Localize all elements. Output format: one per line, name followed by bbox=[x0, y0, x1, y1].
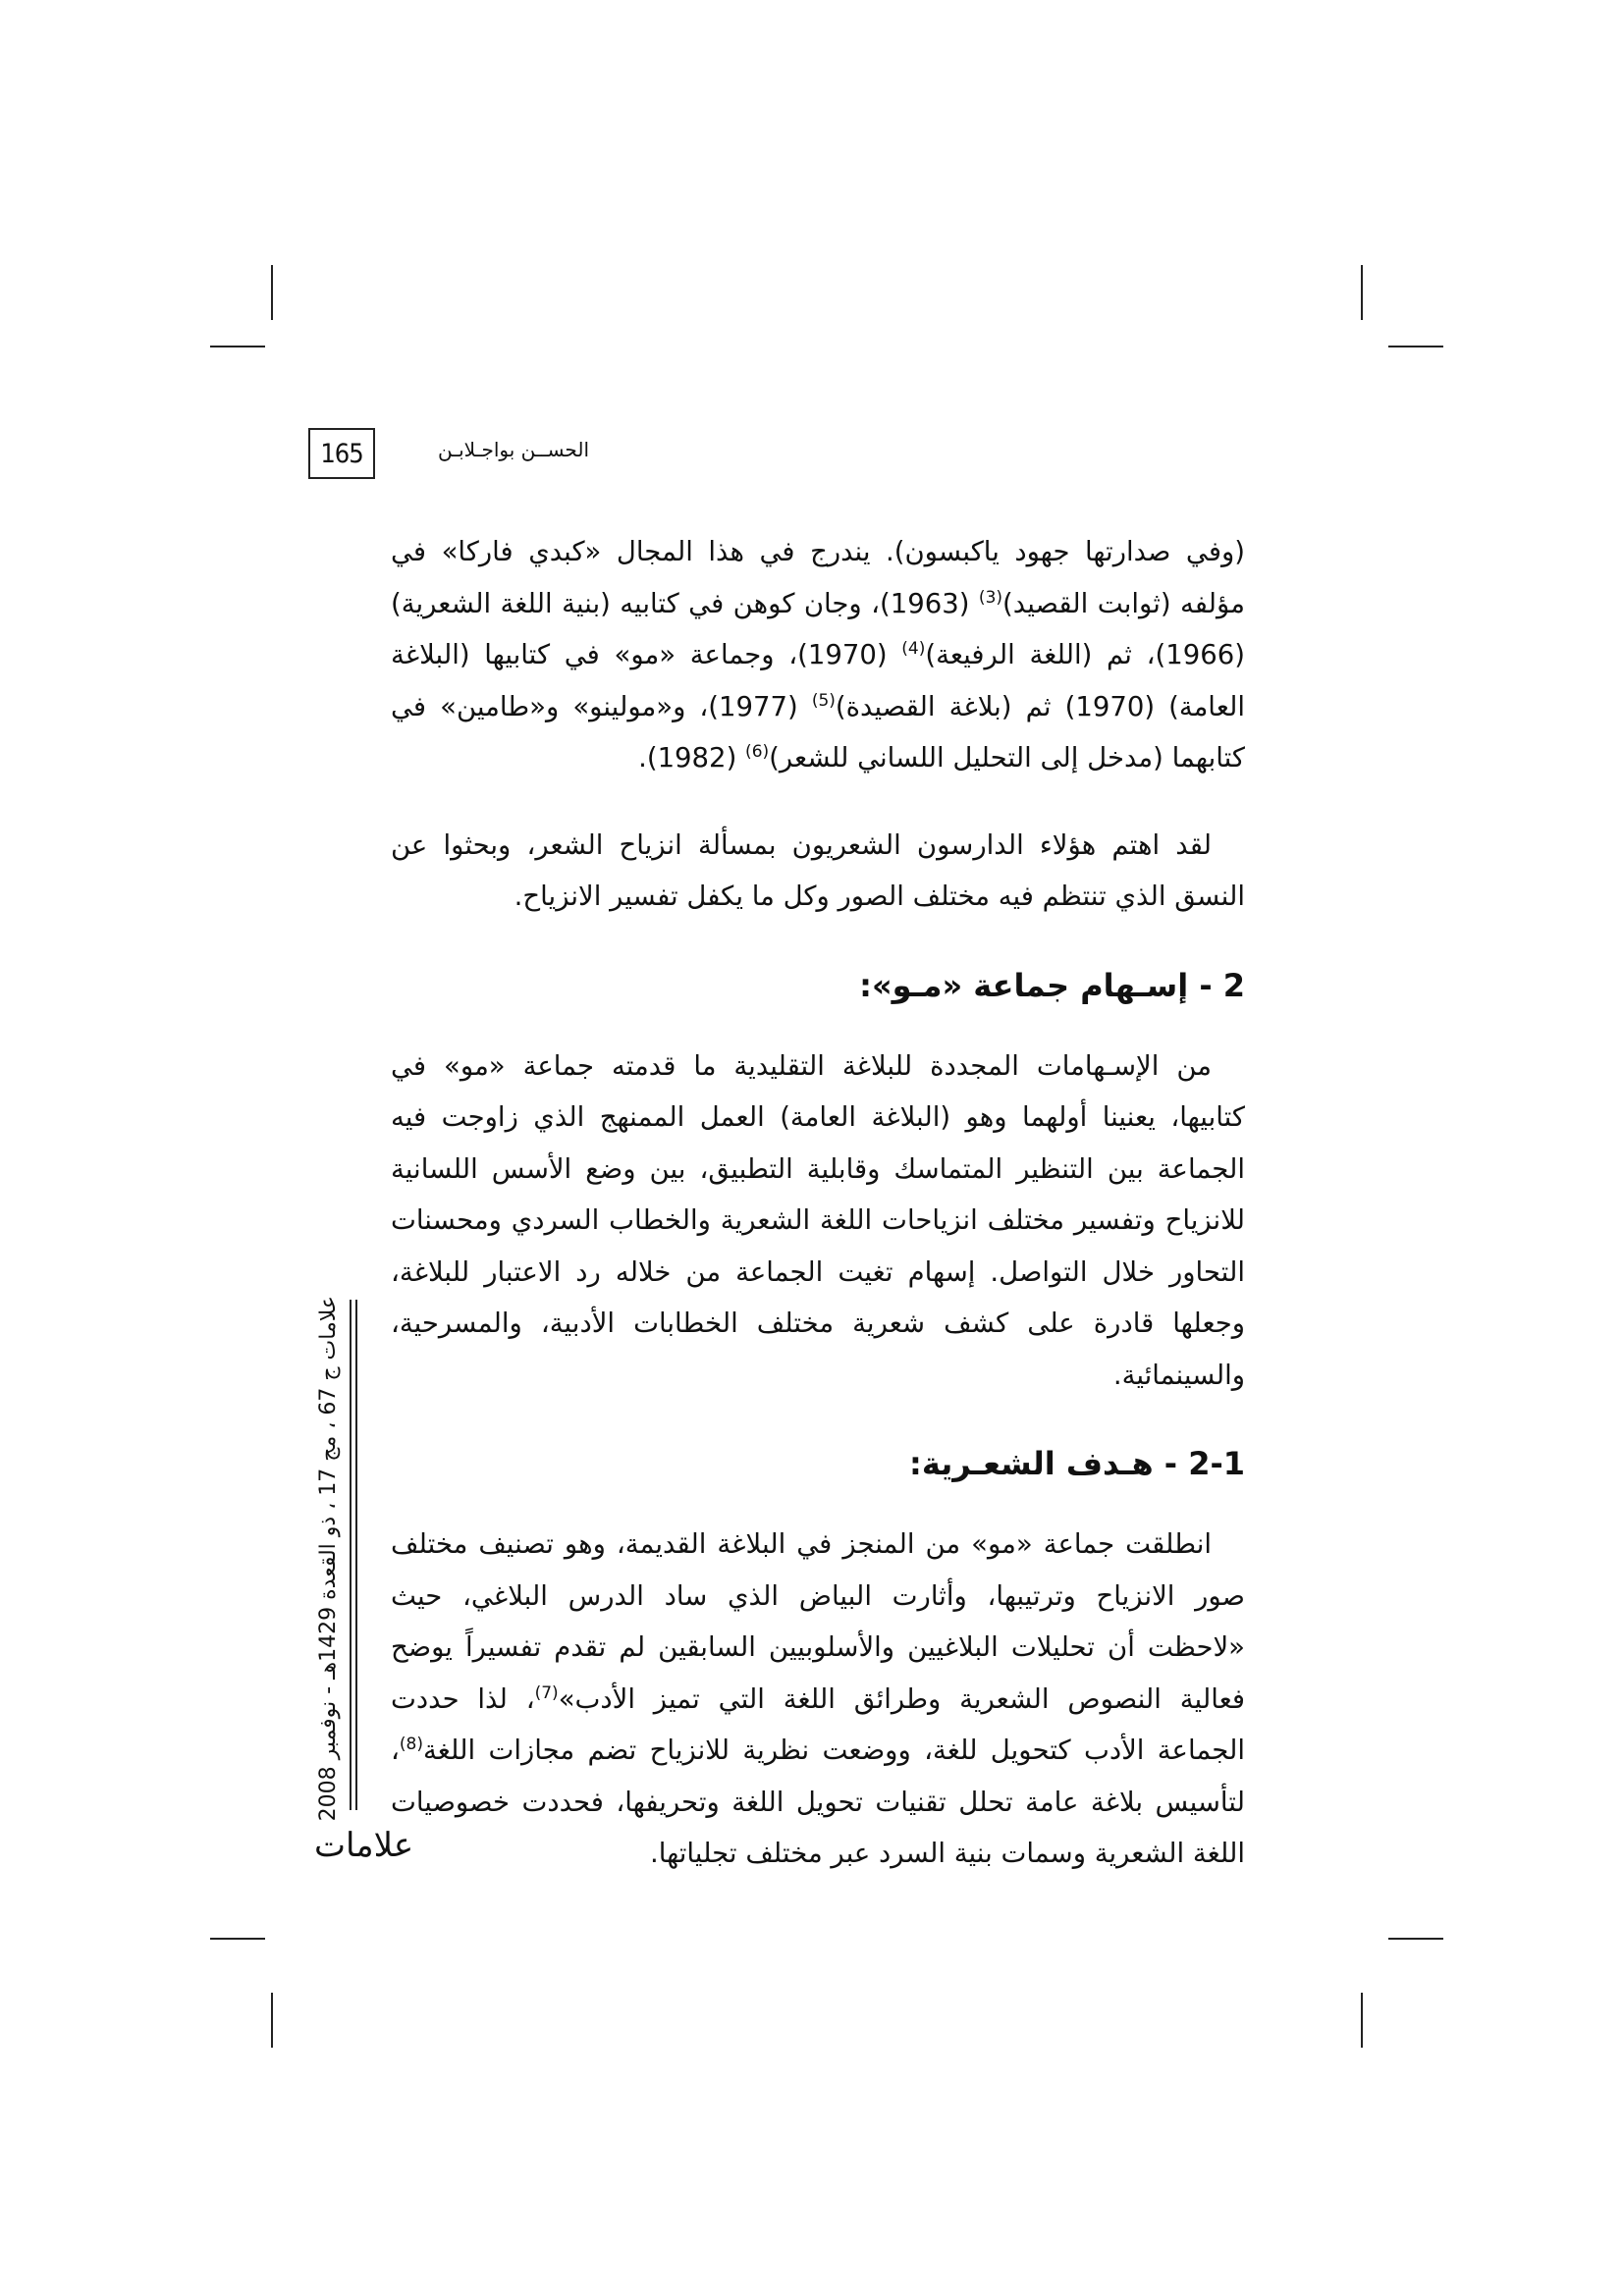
paragraph-text: (1977)، و«مولينو» و«طامين» في كتابهما (مدخل إلى التحليل اللساني للشعر) bbox=[391, 690, 1245, 774]
crop-mark bbox=[210, 346, 265, 347]
crop-mark bbox=[1361, 265, 1363, 320]
footnote-ref[interactable]: (8) bbox=[399, 1734, 423, 1754]
paragraph bbox=[391, 526, 1245, 784]
section-heading: 2 - إسـهام جماعة «مـو»: bbox=[859, 966, 1245, 1004]
subsection-heading: 2-1 - هـدف الشعـرية: bbox=[909, 1445, 1245, 1482]
journal-logo: علامات bbox=[314, 1826, 414, 1865]
crop-mark bbox=[271, 265, 273, 320]
footnote-ref[interactable]: (5) bbox=[811, 690, 836, 711]
paragraph-text: (1963)، وجان كوهن في كتابيه (بنية اللغة الشعرية) (1966)، ثم (اللغة الرفيعة) bbox=[391, 587, 1246, 670]
side-rule bbox=[350, 1300, 352, 1810]
footnote-ref[interactable]: (3) bbox=[978, 587, 1003, 608]
running-author: الحســن بواجـلابـن bbox=[438, 438, 589, 461]
page-number: 165 bbox=[308, 428, 375, 479]
paragraph: لقد اهتم هؤلاء الدارسون الشعريون بمسألة انزياح الشعر، وبحثوا عن النسق الذي تنتظم فيه مختلف الصور وكل ما يكفل تفسير الانزياح. bbox=[391, 828, 1245, 912]
journal-info-text: علامات ج 67 ، مج 17 ، ذو القعدة 1429هـ - نوفمبر 2008 bbox=[316, 1296, 341, 1822]
paragraph bbox=[391, 1519, 1245, 1880]
paragraph-text: انطلقت جماعة «مو» من المنجز في البلاغة القديمة، وهو تصنيف مختلف صور الانزياح وترتيبها، وأثارت البياض الذي ساد الدرس البلاغي، حيث «لاحظت أن تحليلات البلاغيين والأسلوبيين السابقين لم تقدم تفسيراً يوضح فعالية النصوص الشعرية وطرائق اللغة التي تميز الأدب» bbox=[391, 1528, 1245, 1715]
paragraph-text: (وفي صدارتها جهود ياكبسون). يندرج في هذا المجال «كبدي فاركا» في مؤلفه (ثوابت القصيد) bbox=[391, 536, 1245, 619]
paragraph-text: (1982). bbox=[638, 742, 746, 774]
paragraph-text: ، لذا حددت الجماعة الأدب كتحويل للغة، ووضعت نظرية للانزياح تضم مجازات اللغة bbox=[391, 1682, 1245, 1766]
paragraph: من الإسـهامات المجددة للبلاغة التقليدية ما قدمته جماعة «مو» في كتابيها، يعنينا أولهما وهو (البلاغة العامة) العمل الممنهج الذي زاوجت فيه الجماعة بين التنظير المتماسك وقابلية التطبيق، بين وضع الأسس اللسانية للانزياح وتفسير مختلف انزياحات اللغة الشعرية والخطاب السردي ومحسنات التحاور خلال التواصل. إسهام تغيت الجماعة من خلاله رد الاعتبار للبلاغة، وجعلها قادرة على كشف شعرية مختلف الخطابات الأدبية، والمسرحية، والسينمائية. bbox=[391, 1049, 1245, 1391]
footnote-ref[interactable]: (7) bbox=[534, 1682, 559, 1703]
side-rule bbox=[355, 1300, 357, 1810]
crop-mark bbox=[210, 1938, 265, 1940]
crop-mark bbox=[1388, 1938, 1443, 1940]
article-body bbox=[391, 526, 1245, 1880]
crop-mark bbox=[1361, 1993, 1363, 2048]
crop-mark bbox=[271, 1993, 273, 2048]
footnote-ref[interactable]: (4) bbox=[901, 638, 926, 659]
footnote-ref[interactable]: (6) bbox=[745, 741, 770, 762]
paragraph-text: ، لتأسيس بلاغة عامة تحلل تقنيات تحويل اللغة وتحريفها، فحددت خصوصيات اللغة الشعرية وسمات بنية السرد عبر مختلف تجلياتها. bbox=[391, 1735, 1245, 1869]
paragraph-text: (1970)، وجماعة «مو» في كتابيها (البلاغة العامة) (1970) ثم (بلاغة القصيدة) bbox=[391, 639, 1245, 722]
crop-mark bbox=[1388, 346, 1443, 347]
